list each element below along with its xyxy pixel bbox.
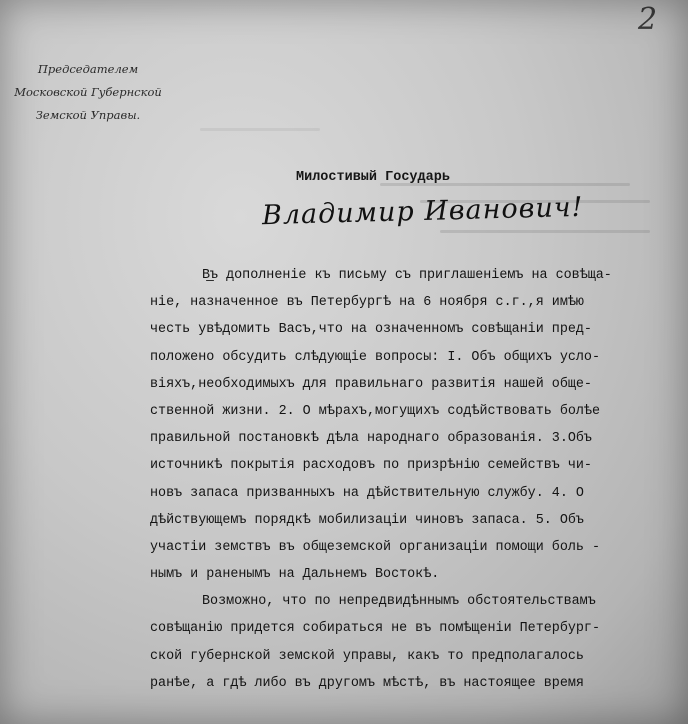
body-line: совѣщанію придется собираться не въ помѣщеніи Петербург- bbox=[150, 621, 600, 637]
body-line: В̲ъ дополненіе къ письму съ приглашеніемъ на совѣща- bbox=[202, 268, 612, 283]
bleed-through-mark bbox=[440, 230, 650, 233]
body-line: новъ запаса призванныхъ на дѣйствительную службу. 4. О bbox=[150, 485, 584, 501]
salutation: Милостивый Государь bbox=[296, 170, 450, 185]
body-line: віяхъ,необходимыхъ для правильнаго развитія нашей обще- bbox=[150, 376, 592, 392]
body-line: источникѣ покрытія расходовъ по призрѣнію семействъ чи- bbox=[150, 458, 592, 474]
body-line: Возможно, что по непредвидѣннымъ обстоятельствамъ bbox=[202, 594, 596, 610]
body-line: ніе, назначенное въ Петербургѣ на 6 ноября с.г.,я имѣю bbox=[150, 295, 584, 311]
letterhead-line: Председателем bbox=[37, 62, 139, 76]
letterhead-stamp bbox=[8, 58, 168, 127]
body-line: дѣйствующемъ порядкѣ мобилизаціи чиновъ запаса. 5. Объ bbox=[150, 512, 584, 528]
body-line: ственной жизни. 2. О мѣрахъ,могущихъ содѣйствовать болѣе bbox=[150, 403, 600, 419]
body-line: ской губернской земской управы, какъ то предполагалось bbox=[150, 648, 584, 664]
body-line: участіи земствъ въ общеземской организаціи помощи боль - bbox=[150, 539, 600, 555]
handwritten-addressee: Владимир Иванович! bbox=[261, 191, 584, 232]
page-number: 2 bbox=[638, 2, 658, 37]
body-line: положено обсудить слѣдующіе вопросы: I. Объ общихъ усло- bbox=[150, 349, 600, 365]
letter-body bbox=[150, 262, 680, 697]
body-line: правильной постановкѣ дѣла народнаго образованія. 3.Объ bbox=[150, 431, 592, 447]
body-line: нымъ и раненымъ на Дальнемъ Востокѣ. bbox=[150, 567, 440, 583]
bleed-through-mark bbox=[200, 128, 320, 131]
letterhead-line: Московской Губернской bbox=[14, 85, 162, 99]
letterhead-line: Земской Управы. bbox=[35, 108, 141, 122]
body-line: ранѣе, а гдѣ либо въ другомъ мѣстѣ, въ настоящее время bbox=[150, 675, 584, 691]
body-line: честь увѣдомить Васъ,что на означенномъ совѣщаніи пред- bbox=[150, 322, 592, 338]
